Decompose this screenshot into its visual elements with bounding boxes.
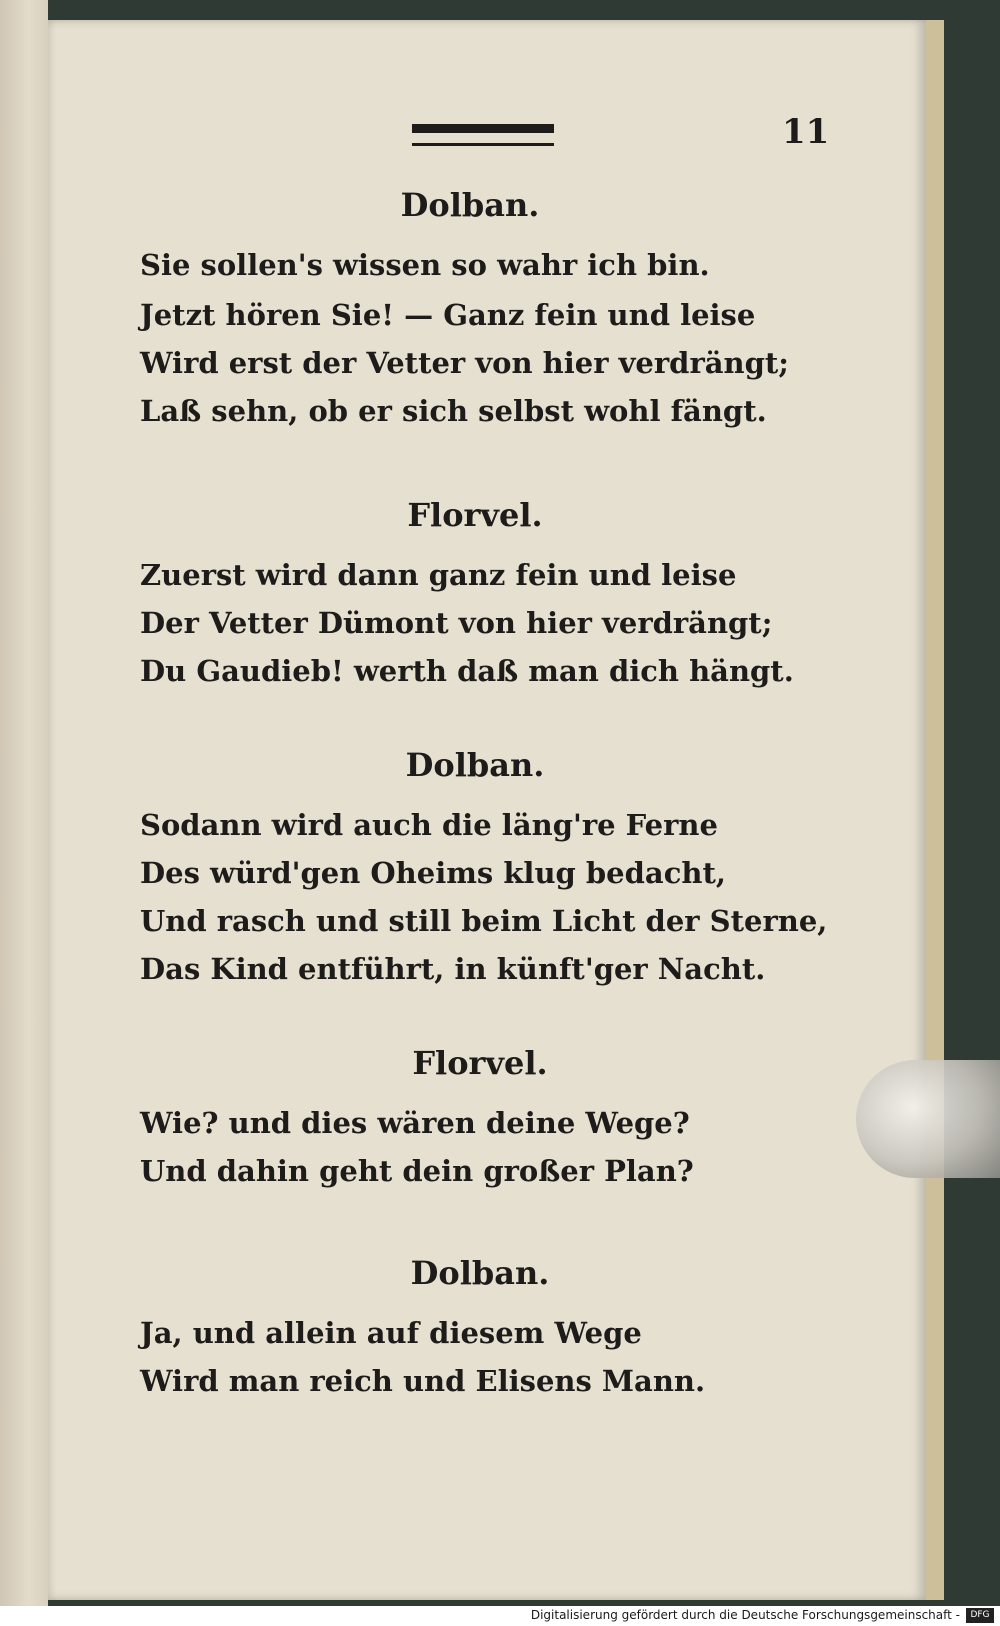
- header-rule: [412, 124, 554, 146]
- verse-line: Wird man reich und Elisens Mann.: [140, 1364, 706, 1398]
- speaker-name: Florvel.: [407, 496, 543, 534]
- page-number: 11: [782, 112, 830, 152]
- verse-line: Jetzt hören Sie! — Ganz fein und leise: [140, 298, 756, 332]
- page-holder-clip: [856, 1060, 1000, 1178]
- speaker-name: Dolban.: [400, 186, 540, 224]
- verse-line: Du Gaudieb! werth daß man dich hängt.: [140, 654, 794, 688]
- verse-line: Zuerst wird dann ganz fein und leise: [140, 558, 737, 592]
- footer-credit: Digitalisierung gefördert durch die Deutsche Forschungsgemeinschaft -: [530, 1608, 960, 1622]
- verse-line: Sie sollen's wissen so wahr ich bin.: [140, 248, 710, 282]
- page-edge-right: [926, 20, 944, 1600]
- verse-line: Wie? und dies wären deine Wege?: [140, 1106, 690, 1140]
- verse-line: Der Vetter Dümont von hier verdrängt;: [140, 606, 773, 640]
- speaker-name: Florvel.: [412, 1044, 548, 1082]
- speaker-name: Dolban.: [405, 746, 545, 784]
- verse-line: Und dahin geht dein großer Plan?: [140, 1154, 694, 1188]
- verse-line: Das Kind entführt, in künft'ger Nacht.: [140, 952, 766, 986]
- left-page-edge: [0, 0, 48, 1626]
- verse-line: Wird erst der Vetter von hier verdrängt;: [140, 346, 789, 380]
- dfg-logo: DFG: [966, 1608, 994, 1623]
- speaker-name: Dolban.: [410, 1254, 550, 1292]
- verse-line: Ja, und allein auf diesem Wege: [140, 1316, 642, 1350]
- verse-line: Sodann wird auch die läng're Ferne: [140, 808, 718, 842]
- verse-line: Des würd'gen Oheims klug bedacht,: [140, 856, 726, 890]
- verse-line: Und rasch und still beim Licht der Sterne,: [140, 904, 828, 938]
- footer-bar: [0, 1606, 1000, 1626]
- verse-line: Laß sehn, ob er sich selbst wohl fängt.: [140, 394, 767, 428]
